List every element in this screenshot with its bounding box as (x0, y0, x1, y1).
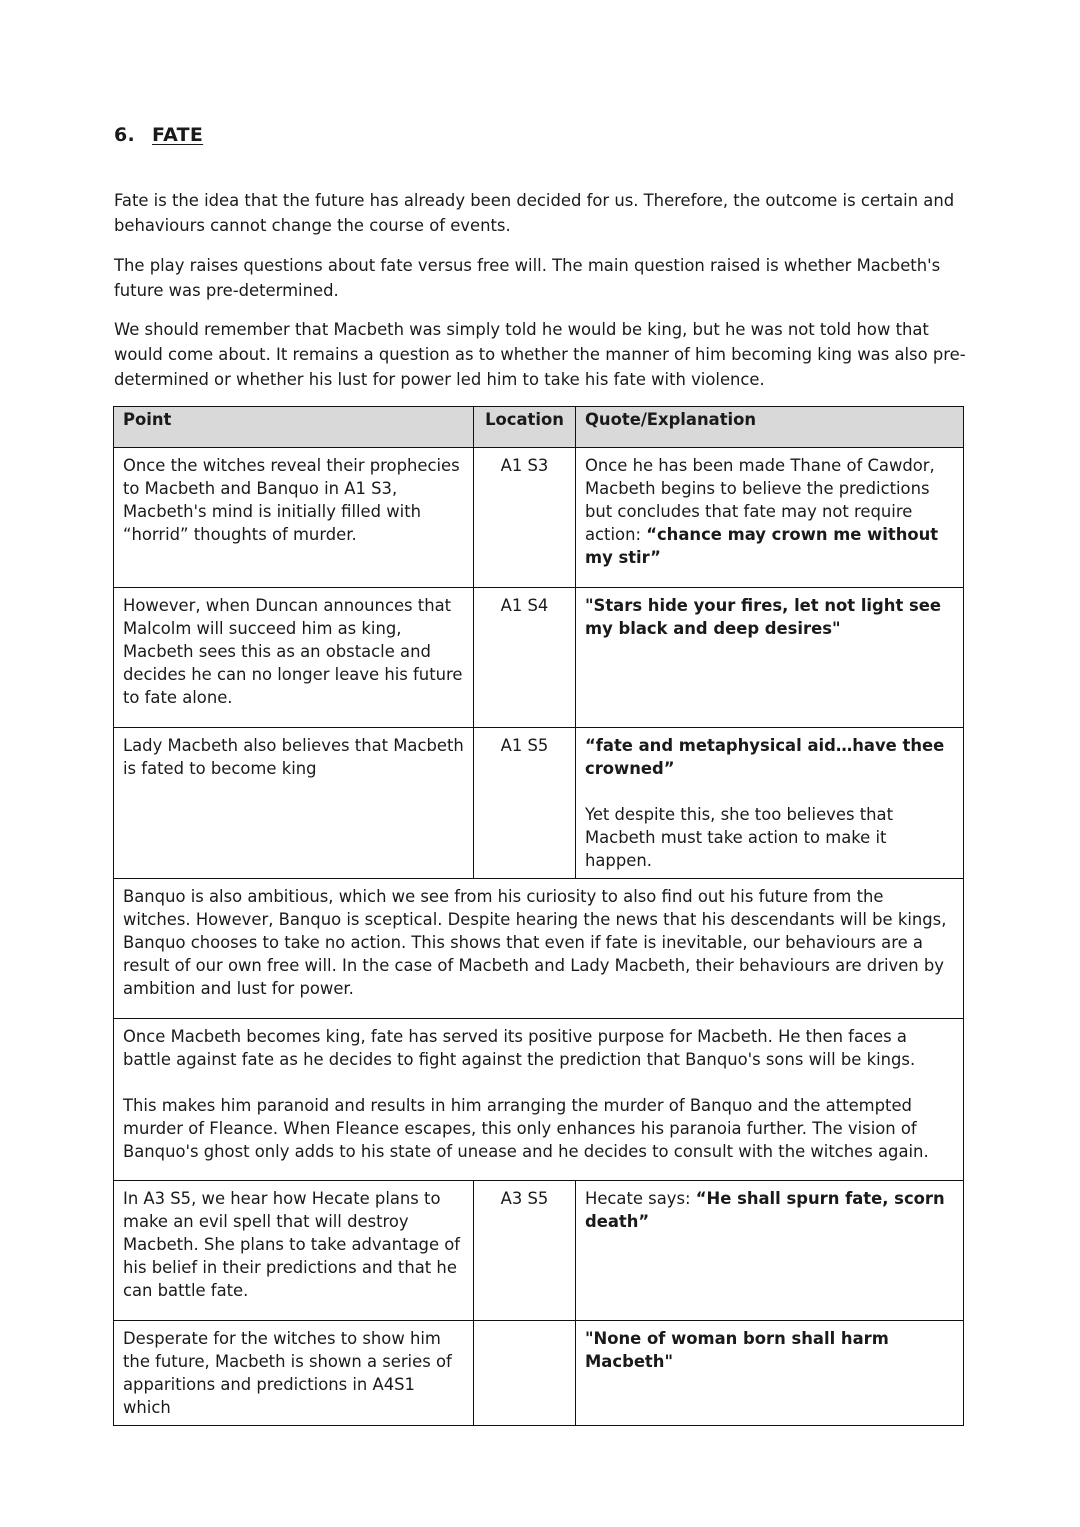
table-row (114, 728, 964, 879)
quote-text: “chance may crown me without my stir” (585, 525, 939, 567)
intro-paragraph-2: The play raises questions about fate versus free will. The main question raised is whether Macbeth's future was pre-determined. (114, 256, 941, 300)
header-point: Point (114, 407, 474, 448)
intro-paragraph-3: We should remember that Macbeth was simply told he would be king, but he was not told how that would come about. It remains a question as to whether the manner of him becoming king was also pre-determined or whether his lust for power led him to take his fate with violence. (114, 320, 966, 389)
kingship-explanation (114, 1019, 964, 1181)
point-cell: In A3 S5, we hear how Hecate plans to make an evil spell that will destroy Macbeth. She plans to take advantage of his belief in their predictions and that he can battle fate. (114, 1181, 474, 1321)
point-cell: Once the witches reveal their prophecies to Macbeth and Banquo in A1 S3, Macbeth's mind is initially filled with “horrid” thoughts of murder. (114, 448, 474, 588)
table-row (114, 1321, 964, 1426)
header-location: Location (474, 407, 576, 448)
quote-text: "None of woman born shall harm Macbeth" (585, 1329, 889, 1371)
table-header-row (114, 407, 964, 448)
location-cell: A1 S4 (474, 588, 576, 728)
quote-text: “He shall spurn fate, scorn death” (585, 1189, 945, 1231)
quote-intro: Hecate says: (585, 1189, 696, 1208)
kingship-text-2: This makes him paranoid and results in him arranging the murder of Banquo and the attempted murder of Fleance. When Fleance escapes, this only enhances his paranoia further. The vision of Banquo's ghost only adds to his state of unease and he decides to consult with the witches again. (123, 1096, 929, 1161)
point-cell: Lady Macbeth also believes that Macbeth is fated to become king (114, 728, 474, 879)
point-cell: Desperate for the witches to show him the future, Macbeth is shown a series of apparitions and predictions in A4S1 which (114, 1321, 474, 1426)
location-cell: A3 S5 (474, 1181, 576, 1321)
quote-cell (576, 1321, 964, 1426)
quote-cell (576, 728, 964, 879)
table-row (114, 448, 964, 588)
kingship-text-1: Once Macbeth becomes king, fate has served its positive purpose for Macbeth. He then faces a battle against fate as he decides to fight against the prediction that Banquo's sons will be kings. (123, 1027, 916, 1069)
quote-text: "Stars hide your fires, let not light see my black and deep desires" (585, 596, 941, 638)
point-cell: However, when Duncan announces that Malcolm will succeed him as king, Macbeth sees this as an obstacle and decides he can no longer leave his future to fate alone. (114, 588, 474, 728)
table-row (114, 1181, 964, 1321)
intro-paragraph-1: Fate is the idea that the future has already been decided for us. Therefore, the outcome is certain and behaviours cannot change the course of events. (114, 191, 955, 235)
section-number: 6. (114, 124, 136, 146)
location-cell (474, 1321, 576, 1426)
table-row-full (114, 1019, 964, 1181)
quote-text: “fate and metaphysical aid…have thee crowned” (585, 736, 945, 778)
section-heading (114, 124, 203, 146)
banquo-explanation: Banquo is also ambitious, which we see from his curiosity to also find out his future from the witches. However, Banquo is sceptical. Despite hearing the news that his descendants will be kings, Banquo chooses to take no action. This shows that even if fate is inevitable, our behaviours are a result of our own free will. In the case of Macbeth and Lady Macbeth, their behaviours are driven by ambition and lust for power. (114, 879, 964, 1019)
quote-intro: Once he has been made Thane of Cawdor, Macbeth begins to believe the predictions but concludes that fate may not require action: (585, 456, 935, 544)
quote-cell (576, 588, 964, 728)
table-row-full (114, 879, 964, 1019)
section-title: FATE (151, 124, 204, 146)
header-quote: Quote/Explanation (576, 407, 964, 448)
fate-table (113, 406, 964, 1426)
quote-cell (576, 448, 964, 588)
table-row (114, 588, 964, 728)
location-cell: A1 S5 (474, 728, 576, 879)
location-cell: A1 S3 (474, 448, 576, 588)
quote-cell (576, 1181, 964, 1321)
quote-explanation: Yet despite this, she too believes that Macbeth must take action to make it happen. (585, 805, 894, 870)
